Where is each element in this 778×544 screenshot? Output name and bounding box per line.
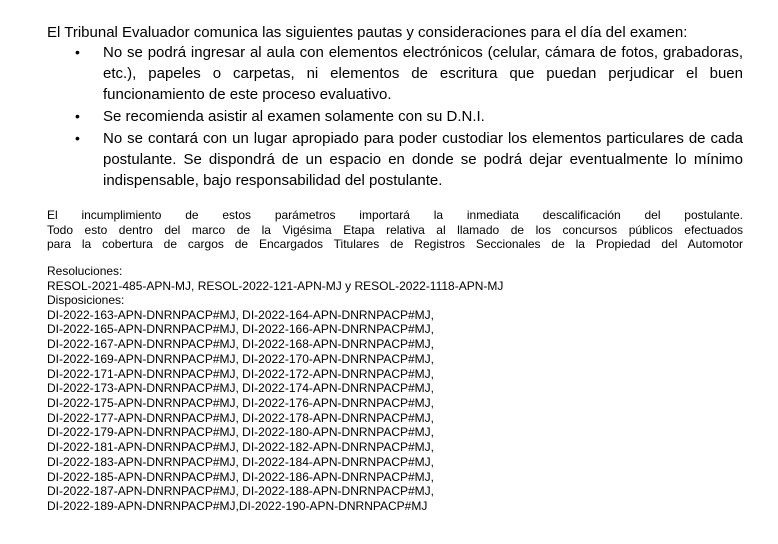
warning-line: El incumplimiento de estos parámetros importará la inmediata descalificación del postulante. [47, 208, 743, 222]
bullet-icon: • [75, 108, 80, 124]
disposicion-line: DI-2022-171-APN-DNRNPACP#MJ, DI-2022-172-APN-DNRNPACP#MJ, [47, 366, 434, 381]
bullet-icon: • [75, 130, 80, 146]
intro-paragraph: El Tribunal Evaluador comunica las siguientes pautas y consideraciones para el día del examen: [47, 24, 688, 41]
disposicion-line: DI-2022-189-APN-DNRNPACP#MJ,DI-2022-190-APN-DNRNPACP#MJ [47, 498, 428, 513]
warning-line: para la cobertura de cargos de Encargados Titulares de Registros Seccionales de la Propiedad del Automotor [47, 237, 743, 251]
disposicion-line: DI-2022-165-APN-DNRNPACP#MJ, DI-2022-166-APN-DNRNPACP#MJ, [47, 322, 434, 337]
disposicion-line: DI-2022-177-APN-DNRNPACP#MJ, DI-2022-178-APN-DNRNPACP#MJ, [47, 410, 434, 425]
guideline-text: Se recomienda asistir al examen solamente con su D.N.I. [103, 108, 485, 125]
disposicion-line: DI-2022-173-APN-DNRNPACP#MJ, DI-2022-174-APN-DNRNPACP#MJ, [47, 381, 434, 396]
guideline-item [47, 128, 743, 191]
disposiciones-list [47, 308, 503, 514]
disposicion-line: DI-2022-179-APN-DNRNPACP#MJ, DI-2022-180-APN-DNRNPACP#MJ, [47, 425, 434, 440]
disposicion-line: DI-2022-185-APN-DNRNPACP#MJ, DI-2022-186-APN-DNRNPACP#MJ, [47, 469, 434, 484]
guidelines-list [47, 42, 743, 192]
bullet-icon: • [75, 44, 80, 60]
warning-paragraph [47, 208, 743, 252]
warning-line: Todo esto dentro del marco de la Vigésima Etapa relativa al llamado de los concursos públicos efectuados [47, 222, 743, 237]
resoluciones-text: RESOL-2021-485-APN-MJ, RESOL-2022-121-APN-MJ y RESOL-2022-1118-APN-MJ [47, 278, 504, 293]
guideline-text: No se podrá ingresar al aula con elementos electrónicos (celular, cámara de fotos, grabadoras, etc.), papeles o carpetas, ni elementos de escritura que puedan perjudicar el buen funcionamiento de este proceso evaluativo. [103, 44, 743, 103]
disposicion-line: DI-2022-187-APN-DNRNPACP#MJ, DI-2022-188-APN-DNRNPACP#MJ, [47, 484, 434, 499]
disposicion-line: DI-2022-167-APN-DNRNPACP#MJ, DI-2022-168-APN-DNRNPACP#MJ, [47, 337, 434, 352]
guideline-item [47, 106, 743, 127]
disposicion-line: DI-2022-175-APN-DNRNPACP#MJ, DI-2022-176-APN-DNRNPACP#MJ, [47, 396, 434, 410]
disposiciones-label: Disposiciones: [47, 293, 125, 308]
disposicion-line: DI-2022-181-APN-DNRNPACP#MJ, DI-2022-182-APN-DNRNPACP#MJ, [47, 440, 434, 455]
disposicion-line: DI-2022-183-APN-DNRNPACP#MJ, DI-2022-184-APN-DNRNPACP#MJ, [47, 454, 434, 469]
disposicion-line: DI-2022-169-APN-DNRNPACP#MJ, DI-2022-170-APN-DNRNPACP#MJ, [47, 351, 434, 366]
guideline-item [47, 42, 743, 105]
disposicion-line: DI-2022-163-APN-DNRNPACP#MJ, DI-2022-164-APN-DNRNPACP#MJ, [47, 307, 434, 322]
references-section [47, 264, 503, 514]
resoluciones-label: Resoluciones: [47, 264, 123, 278]
guideline-text: No se contará con un lugar apropiado para poder custodiar los elementos particulares de cada postulante. Se dispondrá de un espacio en donde se podrá dejar eventualmente lo mínimo indispensable, bajo responsabilidad del postulante. [103, 130, 743, 189]
